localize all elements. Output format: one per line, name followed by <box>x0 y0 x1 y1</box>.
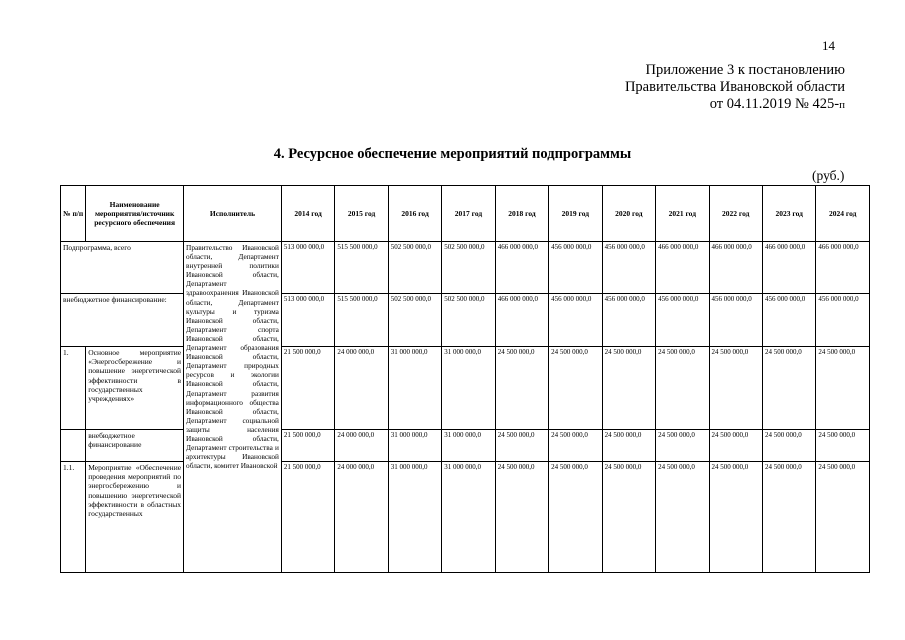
value-cell: 466 000 000,0 <box>495 294 548 346</box>
value-cell: 24 500 000,0 <box>656 429 709 461</box>
value-cell: 456 000 000,0 <box>816 294 870 346</box>
value-cell: 24 500 000,0 <box>709 429 762 461</box>
header-year: 2017 год <box>442 186 495 242</box>
value-cell: 466 000 000,0 <box>656 242 709 294</box>
value-cell: 502 500 000,0 <box>442 242 495 294</box>
resource-table <box>60 185 870 573</box>
value-cell: 502 500 000,0 <box>442 294 495 346</box>
header-executor: Исполнитель <box>184 186 282 242</box>
value-cell: 456 000 000,0 <box>549 242 602 294</box>
value-cell: 24 500 000,0 <box>709 461 762 572</box>
row-num: 1. <box>61 346 86 429</box>
header-year: 2018 год <box>495 186 548 242</box>
value-cell: 24 500 000,0 <box>602 429 655 461</box>
appendix-line-1: Приложение 3 к постановлению <box>645 62 845 78</box>
value-cell: 24 500 000,0 <box>656 461 709 572</box>
section-title: 4. Ресурсное обеспечение мероприятий подпрограммы <box>273 146 632 162</box>
executor-cell <box>184 242 282 573</box>
header-year: 2016 год <box>388 186 441 242</box>
table-row <box>61 429 870 461</box>
row-name: Подпрограмма, всего <box>61 242 184 294</box>
row-name: внебюджетное финансирование <box>86 429 184 461</box>
value-cell: 31 000 000,0 <box>442 429 495 461</box>
appendix-line-3-text: от 04.11.2019 № 425- <box>709 96 840 112</box>
executor-text: Правительство Ивановской области, Департамент внутренней политики Ивановской области, Департамент здравоохранения Ивановской области, Департамент культуры и туризма Ивановской области, Департамент спорта Ивановской области, Департамент образования Ивановской области, Департамент природных ресурсов и экологии Ивановской области, Департамент развития информационного общества Ивановской области, Департамент социальной защиты населения Ивановской области, Департамент строительства и архитектуры Ивановской области, комитет Ивановской <box>186 243 279 471</box>
value-cell: 456 000 000,0 <box>602 294 655 346</box>
value-cell: 31 000 000,0 <box>388 346 441 429</box>
value-cell: 24 500 000,0 <box>656 346 709 429</box>
value-cell: 24 000 000,0 <box>335 346 388 429</box>
appendix-block <box>625 62 845 114</box>
header-year: 2014 год <box>281 186 334 242</box>
value-cell: 21 500 000,0 <box>281 429 334 461</box>
value-cell: 456 000 000,0 <box>762 294 815 346</box>
value-cell: 24 500 000,0 <box>495 346 548 429</box>
header-year: 2024 год <box>816 186 870 242</box>
value-cell: 24 500 000,0 <box>816 429 870 461</box>
header-year: 2020 год <box>602 186 655 242</box>
page-number: 14 <box>822 38 835 53</box>
row-name: Основное мероприятие «Энергосбережение и повышение энергетической эффективности в государственных учреждениях» <box>86 346 184 429</box>
value-cell: 466 000 000,0 <box>709 242 762 294</box>
header-name: Наименование мероприятия/источник ресурсного обеспечения <box>86 186 184 242</box>
value-cell: 24 000 000,0 <box>335 461 388 572</box>
value-cell: 456 000 000,0 <box>709 294 762 346</box>
appendix-line-3-suffix: п <box>839 99 845 111</box>
value-cell: 456 000 000,0 <box>549 294 602 346</box>
appendix-line-3 <box>625 96 845 114</box>
table-row <box>61 461 870 572</box>
value-cell: 31 000 000,0 <box>442 346 495 429</box>
table-row <box>61 242 870 294</box>
value-cell: 515 500 000,0 <box>335 242 388 294</box>
value-cell: 24 500 000,0 <box>709 346 762 429</box>
value-cell: 24 500 000,0 <box>762 429 815 461</box>
value-cell: 24 500 000,0 <box>816 461 870 572</box>
value-cell: 466 000 000,0 <box>762 242 815 294</box>
value-cell: 31 000 000,0 <box>388 429 441 461</box>
value-cell: 24 500 000,0 <box>549 346 602 429</box>
value-cell: 24 500 000,0 <box>762 461 815 572</box>
header-year: 2019 год <box>549 186 602 242</box>
header-year: 2015 год <box>335 186 388 242</box>
row-name: Мероприятие «Обеспечение проведения мероприятий по энергосбережению и повышению энергетической эффективности в областных государственных <box>86 461 184 572</box>
value-cell: 513 000 000,0 <box>281 294 334 346</box>
value-cell: 24 500 000,0 <box>602 346 655 429</box>
value-cell: 24 500 000,0 <box>816 346 870 429</box>
value-cell: 31 000 000,0 <box>388 461 441 572</box>
unit-label: (руб.) <box>812 168 845 183</box>
value-cell: 21 500 000,0 <box>281 461 334 572</box>
row-name: внебюджетное финансирование: <box>61 294 184 346</box>
table-row <box>61 346 870 429</box>
value-cell: 24 500 000,0 <box>495 429 548 461</box>
value-cell: 502 500 000,0 <box>388 242 441 294</box>
value-cell: 513 000 000,0 <box>281 242 334 294</box>
value-cell: 24 500 000,0 <box>602 461 655 572</box>
value-cell: 502 500 000,0 <box>388 294 441 346</box>
row-num <box>61 429 86 461</box>
value-cell: 24 000 000,0 <box>335 429 388 461</box>
row-num: 1.1. <box>61 461 86 572</box>
value-cell: 456 000 000,0 <box>656 294 709 346</box>
appendix-line-2: Правительства Ивановской области <box>624 79 845 95</box>
value-cell: 21 500 000,0 <box>281 346 334 429</box>
header-year: 2021 год <box>656 186 709 242</box>
table-row <box>61 294 870 346</box>
value-cell: 466 000 000,0 <box>495 242 548 294</box>
value-cell: 24 500 000,0 <box>762 346 815 429</box>
value-cell: 31 000 000,0 <box>442 461 495 572</box>
value-cell: 456 000 000,0 <box>602 242 655 294</box>
value-cell: 466 000 000,0 <box>816 242 870 294</box>
value-cell: 24 500 000,0 <box>549 461 602 572</box>
table-header-row <box>61 186 870 242</box>
header-year: 2023 год <box>762 186 815 242</box>
value-cell: 515 500 000,0 <box>335 294 388 346</box>
header-num: № п/п <box>61 186 86 242</box>
value-cell: 24 500 000,0 <box>495 461 548 572</box>
value-cell: 24 500 000,0 <box>549 429 602 461</box>
header-year: 2022 год <box>709 186 762 242</box>
